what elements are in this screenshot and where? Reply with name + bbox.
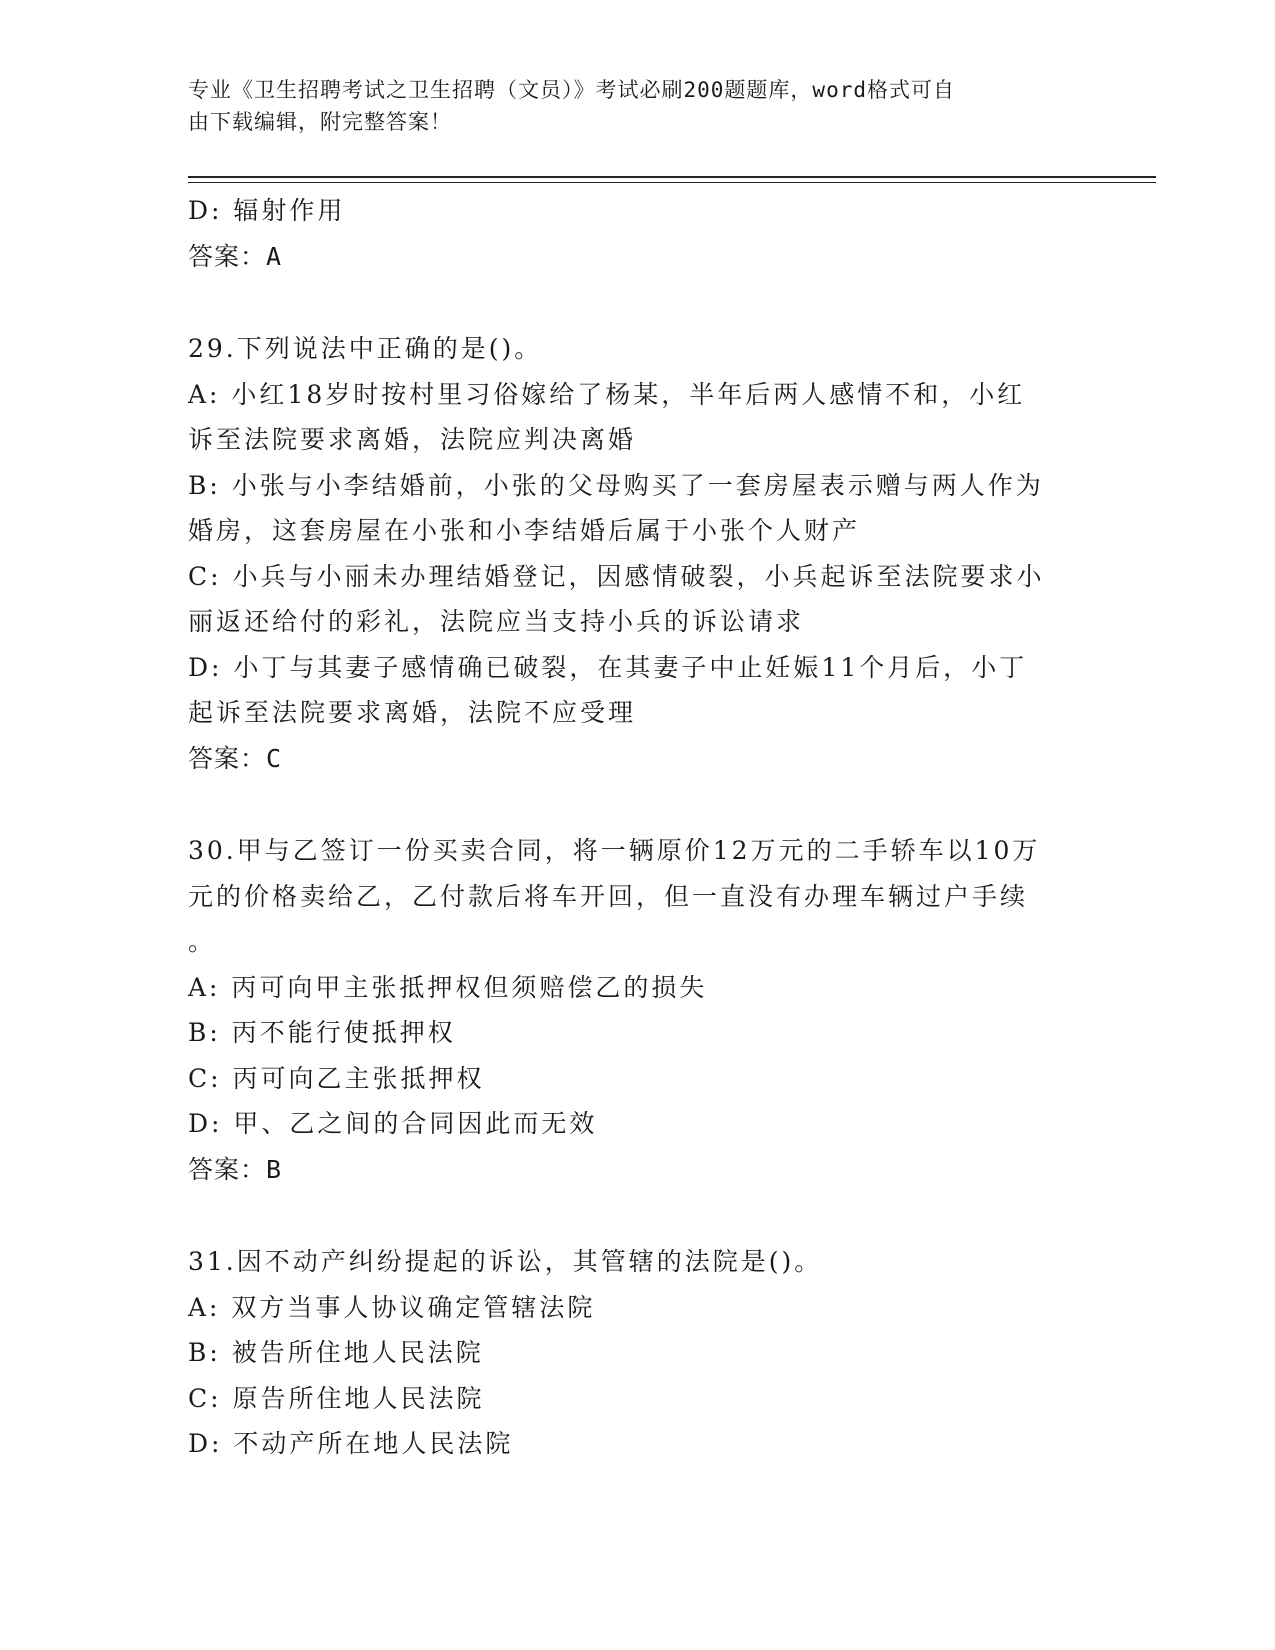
question-29 (188, 326, 1088, 781)
answer-line (188, 234, 1088, 280)
answer-value: A (266, 241, 283, 271)
option-a-line-1: A: 小红18岁时按村里习俗嫁给了杨某，半年后两人感情不和，小红 (188, 379, 1026, 409)
question-stem-line-2: 元的价格卖给乙，乙付款后将车开回，但一直没有办理车辆过户手续 (188, 881, 1029, 911)
option-d: D: 甲、乙之间的合同因此而无效 (188, 1109, 598, 1138)
option-a-line-2: 诉至法院要求离婚，法院应判决离婚 (188, 425, 637, 454)
option-b-line-2: 婚房，这套房屋在小张和小李结婚后属于小张个人财产 (188, 516, 861, 545)
answer-label: 答案： (188, 1154, 267, 1184)
header-line-1: 专业《卫生招聘考试之卫生招聘（文员）》考试必刷200题题库，word格式可自 (188, 78, 955, 102)
question-stem-line-1: 30.甲与乙签订一份买卖合同，将一辆原价12万元的二手轿车以10万 (188, 836, 1041, 865)
question-gap (188, 279, 1088, 326)
option-b-line-1: B: 小张与小李结婚前，小张的父母购买了一套房屋表示赠与两人作为 (188, 470, 1044, 500)
question-stem-line-3: 。 (188, 927, 217, 956)
option-c: C: 丙可向乙主张抵押权 (188, 1063, 485, 1093)
header-divider-thin (188, 182, 1156, 183)
option-c: C: 原告所住地人民法院 (188, 1383, 485, 1413)
option-b: B: 被告所住地人民法院 (188, 1338, 484, 1367)
option-d: D: 辐射作用 (188, 196, 346, 225)
option-d-line-2: 起诉至法院要求离婚，法院不应受理 (188, 698, 637, 727)
answer-value: C (266, 743, 283, 773)
question-30 (188, 828, 1088, 1192)
option-c-line-1: C: 小兵与小丽未办理结婚登记，因感情破裂，小兵起诉至法院要求小 (188, 561, 1045, 591)
question-stem: 31.因不动产纠纷提起的诉讼，其管辖的法院是()。 (188, 1247, 823, 1276)
option-d-line-1: D: 小丁与其妻子感情确已破裂，在其妻子中止妊娠11个月后，小丁 (188, 652, 1028, 682)
answer-value: B (266, 1154, 283, 1184)
question-31 (188, 1239, 1088, 1467)
question-gap (188, 781, 1088, 828)
document-header (188, 74, 1068, 138)
answer-line (188, 736, 1088, 782)
question-gap (188, 1192, 1088, 1239)
option-c-line-2: 丽返还给付的彩礼，法院应当支持小兵的诉讼请求 (188, 607, 805, 636)
header-divider-thick (188, 176, 1156, 178)
question-stem: 29.下列说法中正确的是()。 (188, 334, 543, 363)
option-b: B: 丙不能行使抵押权 (188, 1018, 456, 1047)
option-d: D: 不动产所在地人民法院 (188, 1429, 514, 1458)
option-a: A: 丙可向甲主张抵押权但须赔偿乙的损失 (188, 972, 708, 1002)
question-list (188, 188, 1088, 1467)
answer-label: 答案： (188, 743, 267, 773)
answer-line (188, 1147, 1088, 1193)
question-28-tail (188, 188, 1088, 279)
header-line-2: 由下载编辑，附完整答案！ (188, 110, 452, 134)
option-a: A: 双方当事人协议确定管辖法院 (188, 1292, 596, 1322)
answer-label: 答案： (188, 241, 267, 271)
